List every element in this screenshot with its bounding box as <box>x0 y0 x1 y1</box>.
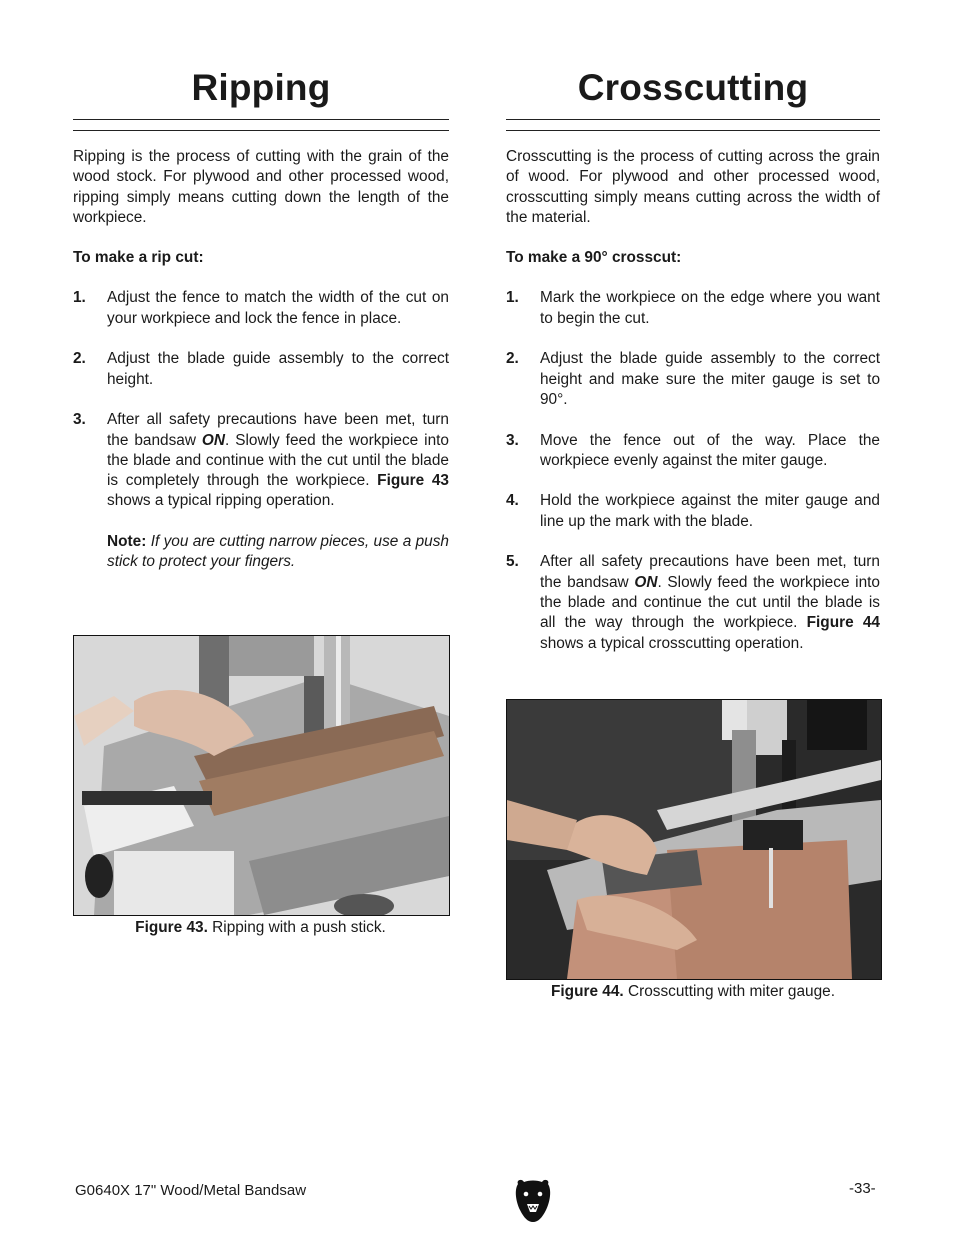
figure-43-reference: Figure 43 <box>377 472 449 490</box>
crosscutting-step-5: 5. After all safety precautions have been met, turn the bandsaw ON. Slowly feed the workpiece into the blade and continue the cut until the blade is all the way through the workpiece. Figure 44 shows a typical crosscutting operation. <box>506 553 880 652</box>
page-number: -33- <box>849 1180 876 1197</box>
crosscutting-subhead: To make a 90° crosscut: <box>506 249 682 267</box>
crosscutting-title: Crosscutting <box>577 67 809 108</box>
ripping-title: Ripping <box>191 67 331 108</box>
crosscutting-title-rule <box>506 119 880 131</box>
figure-43-caption: Figure 43. Ripping with a push stick. <box>135 919 386 936</box>
ripping-step-3: 3. After all safety precautions have been met, turn the bandsaw ON. Slowly feed the workpiece into the blade and continue with the cut until the blade is completely through the workpiece. Figure 43 shows a typical ripping operation. <box>73 411 449 510</box>
crosscutting-step-4: 4. Hold the workpiece against the miter gauge and line up the mark with the blade. <box>506 492 880 530</box>
crosscutting-steps <box>506 288 880 653</box>
ripping-step-2: 2. Adjust the blade guide assembly to the correct height. <box>73 350 449 388</box>
crosscutting-step-1: 1. Mark the workpiece on the edge where you want to begin the cut. <box>506 289 880 327</box>
crosscutting-intro: Crosscutting is the process of cutting across the grain of wood. For plywood and other processed wood, crosscutting simply means cutting across the width of the material. <box>506 148 880 226</box>
ripping-title-rule <box>73 119 449 131</box>
crosscutting-step-2: 2. Adjust the blade guide assembly to the correct height and make sure the miter gauge is set to 90°. <box>506 350 880 408</box>
figure-43-photo <box>73 635 450 916</box>
ripping-note: Note: If you are cutting narrow pieces, use a push stick to protect your fingers. <box>107 532 449 571</box>
figure-44-reference: Figure 44 <box>806 614 880 632</box>
figure-44-caption: Figure 44. Crosscutting with miter gauge. <box>551 983 835 1000</box>
crosscutting-section <box>506 62 880 674</box>
ripping-subhead: To make a rip cut: <box>73 249 204 267</box>
footer-model-name: G0640X 17" Wood/Metal Bandsaw <box>75 1182 307 1199</box>
crosscutting-step-3: 3. Move the fence out of the way. Place the workpiece evenly against the miter gauge. <box>506 431 880 469</box>
ripping-step-1: 1. Adjust the fence to match the width of the cut on your workpiece and lock the fence in place. <box>73 289 449 327</box>
bear-head-logo-icon <box>514 1178 552 1222</box>
ripping-intro: Ripping is the process of cutting with the grain of the wood stock. For plywood and other processed wood, ripping simply means cutting down the length of the workpiece. <box>73 148 449 226</box>
ripping-steps <box>73 288 449 511</box>
figure-44-photo <box>506 699 882 980</box>
ripping-section <box>73 62 449 572</box>
